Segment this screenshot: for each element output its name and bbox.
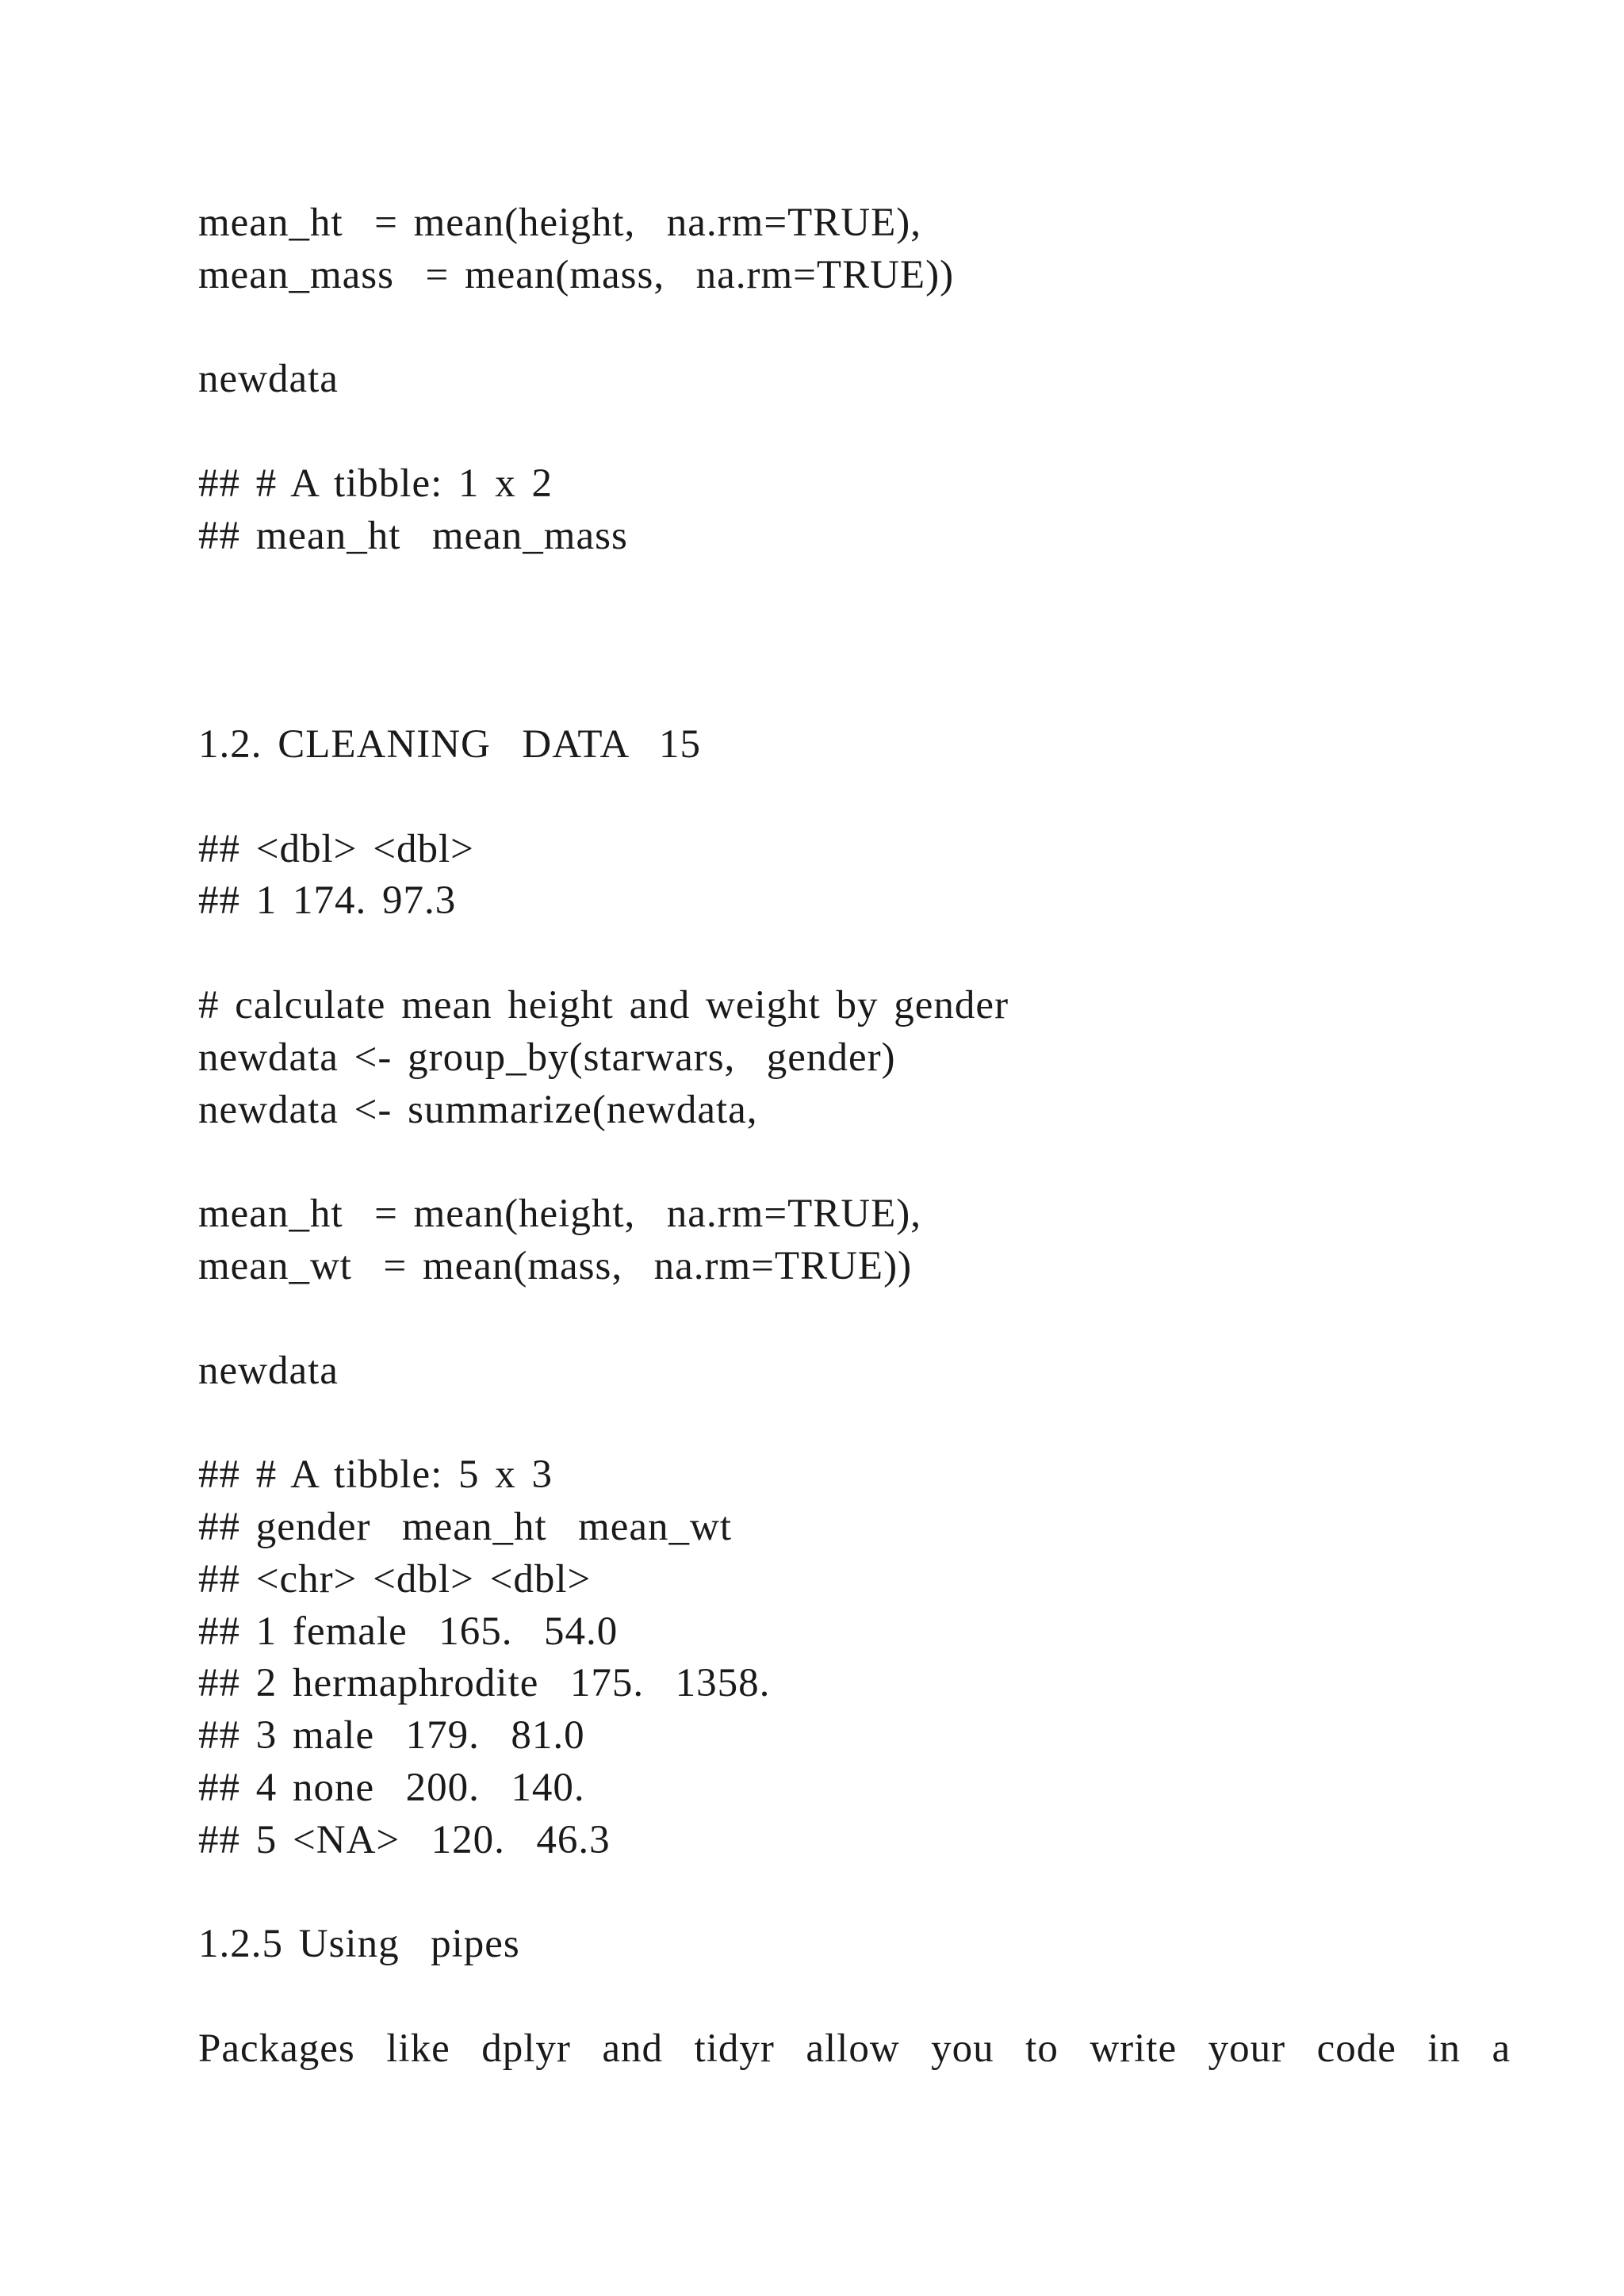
output-tibble-title: ## # A tibble: 5 x 3 [198,1452,553,1497]
output-data-row: ## 4 none 200. 140. [198,1766,585,1810]
code-line-mean-mass: mean_mass = mean(mass, na.rm=TRUE)) [198,253,955,297]
output-data-row: ## 3 male 179. 81.0 [198,1713,585,1758]
output-data-row: ## 1 174. 97.3 [198,878,457,923]
code-line-summarize: newdata <- summarize(newdata, [198,1088,758,1132]
code-line-mean-wt: mean_wt = mean(mass, na.rm=TRUE)) [198,1244,913,1288]
output-column-types: ## <chr> <dbl> <dbl> [198,1557,592,1601]
code-line-group-by: newdata <- group_by(starwars, gender) [198,1035,896,1080]
output-column-header: ## mean_ht mean_mass [198,514,628,558]
output-data-row: ## 1 female 165. 54.0 [198,1609,619,1654]
body-paragraph: Packages like dplyr and tidyr allow you to write your code in a [198,2026,1511,2071]
code-line-mean-ht: mean_ht = mean(height, na.rm=TRUE), [198,1192,921,1236]
code-line-mean-ht: mean_ht = mean(height, na.rm=TRUE), [198,201,921,245]
code-line-newdata-call: newdata [198,1349,339,1393]
page-running-header: 1.2. CLEANING DATA 15 [198,722,701,767]
output-column-header: ## gender mean_ht mean_wt [198,1505,733,1549]
output-column-types: ## <dbl> <dbl> [198,827,474,871]
output-data-row: ## 5 <NA> 120. 46.3 [198,1818,611,1862]
output-data-row: ## 2 hermaphrodite 175. 1358. [198,1661,771,1705]
output-tibble-title: ## # A tibble: 1 x 2 [198,461,553,506]
code-comment: # calculate mean height and weight by gender [198,983,1009,1027]
section-heading: 1.2.5 Using pipes [198,1922,520,1966]
code-line-newdata-call: newdata [198,357,339,401]
